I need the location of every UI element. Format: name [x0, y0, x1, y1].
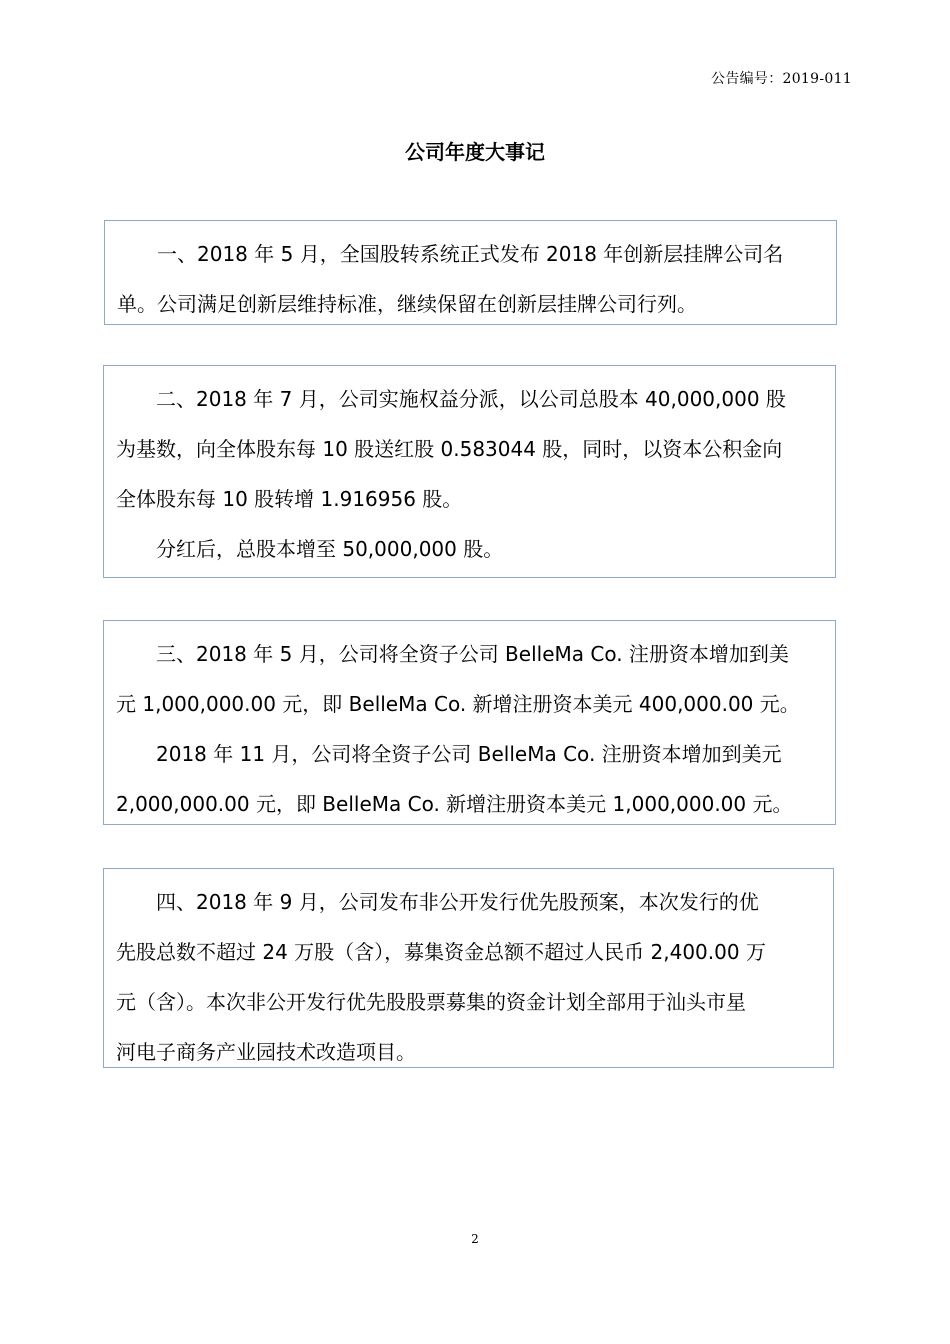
event-4-line-4: 河电子商务产业园技术改造项目。	[116, 1040, 416, 1064]
document-title: 公司年度大事记	[405, 140, 545, 164]
event-4-line-2: 先股总数不超过 24 万股（含），募集资金总额不超过人民币 2,400.00 万	[116, 940, 766, 964]
event-2-line-1: 二、2018 年 7 月，公司实施权益分派，以公司总股本 40,000,000 股	[156, 387, 786, 411]
event-3-line-3: 2018 年 11 月，公司将全资子公司 BelleMa Co. 注册资本增加到美元	[156, 742, 782, 766]
event-1-line-2: 单。公司满足创新层维持标准，继续保留在创新层挂牌公司行列。	[117, 292, 697, 316]
event-3-line-4: 2,000,000.00 元，即 BelleMa Co. 新增注册资本美元 1,000,000.00 元。	[116, 792, 793, 816]
event-4-line-1: 四、2018 年 9 月，公司发布非公开发行优先股预案，本次发行的优	[156, 890, 759, 914]
event-3-line-2: 元 1,000,000.00 元，即 BelleMa Co. 新增注册资本美元 400,000.00 元。	[116, 692, 800, 716]
event-2-line-4: 分红后，总股本增至 50,000,000 股。	[156, 537, 504, 561]
event-box-2	[103, 365, 836, 578]
event-2-line-2: 为基数，向全体股东每 10 股送红股 0.583044 股，同时，以资本公积金向	[116, 437, 783, 461]
event-3-line-1: 三、2018 年 5 月，公司将全资子公司 BelleMa Co. 注册资本增加到美	[156, 642, 789, 666]
event-box-3	[103, 620, 836, 825]
notice-number: 公告编号：2019-011	[711, 71, 852, 87]
event-box-4	[103, 868, 834, 1068]
event-2-line-3: 全体股东每 10 股转增 1.916956 股。	[116, 487, 463, 511]
event-1-line-1: 一、2018 年 5 月，全国股转系统正式发布 2018 年创新层挂牌公司名	[157, 242, 784, 266]
event-4-line-3: 元（含）。本次非公开发行优先股股票募集的资金计划全部用于汕头市星	[116, 990, 746, 1014]
page-number: 2	[471, 1232, 479, 1246]
event-box-1	[104, 220, 837, 325]
